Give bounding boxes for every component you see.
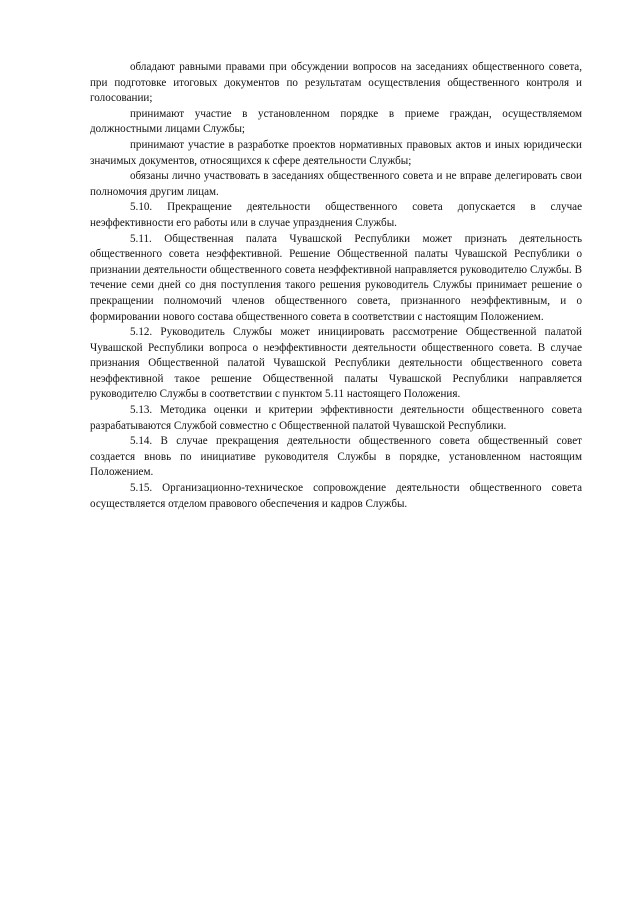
paragraph-drafting-participation: принимают участие в разработке проектов нормативных правовых актов и иных юридически значимых документов, относящихся к сфере деятельности Службы; (90, 138, 582, 167)
paragraph-5-10: 5.10. Прекращение деятельности общественного совета допускается в случае неэффективности его работы или в случае упразднения Службы. (90, 201, 582, 229)
paragraph-personal-attendance: обязаны лично участвовать в заседаниях общественного совета и не вправе делегировать свои полномочия другим лицам. (90, 170, 582, 198)
paragraph-5-12: 5.12. Руководитель Службы может инициировать рассмотрение Общественной палатой Чувашской Республики вопроса о неэффективности деятельности общественного совета. В случае признания Общественной палатой Чувашской Республики деятельности общественного совета неэффективной такое решение Общественной палаты Чувашской Республики направляется руководителю Службы в соответствии с пунктом 5.11 настоящего Положения. (90, 326, 582, 401)
paragraph-5-13: 5.13. Методика оценки и критерии эффективности деятельности общественного совета разрабатываются Службой совместно с Общественной палатой Чувашской Республики. (90, 404, 582, 432)
paragraph-5-15: 5.15. Организационно-техническое сопровождение деятельности общественного совета осуществляется отделом правового обеспечения и кадров Службы. (90, 482, 582, 510)
paragraph-citizen-reception: принимают участие в установленном порядке в приеме граждан, осуществляемом должностными лицами Службы; (90, 107, 582, 136)
paragraph-members-rights: обладают равными правами при обсуждении вопросов на заседаниях общественного совета, при подготовке итоговых документов по результатам осуществления общественного контроля и голосовании; (90, 61, 582, 105)
paragraph-5-14: 5.14. В случае прекращения деятельности общественного совета общественный совет создается вновь по инициативе руководителя Службы в порядке, установленном настоящим Положением. (90, 435, 582, 479)
paragraph-5-11: 5.11. Общественная палата Чувашской Республики может признать деятельность общественного совета неэффективной. Решение Общественной палаты Чувашской Республики о признании деятельности общественного совета неэффективной направляется руководителю Службы. В течение семи дней со дня поступления такого решения руководитель Службы принимает решение о прекращении полномочий членов общественного совета, признанного неэффективным, и о формировании нового состава общественного совета в соответствии с настоящим Положением. (90, 232, 582, 323)
document-page (90, 60, 582, 512)
